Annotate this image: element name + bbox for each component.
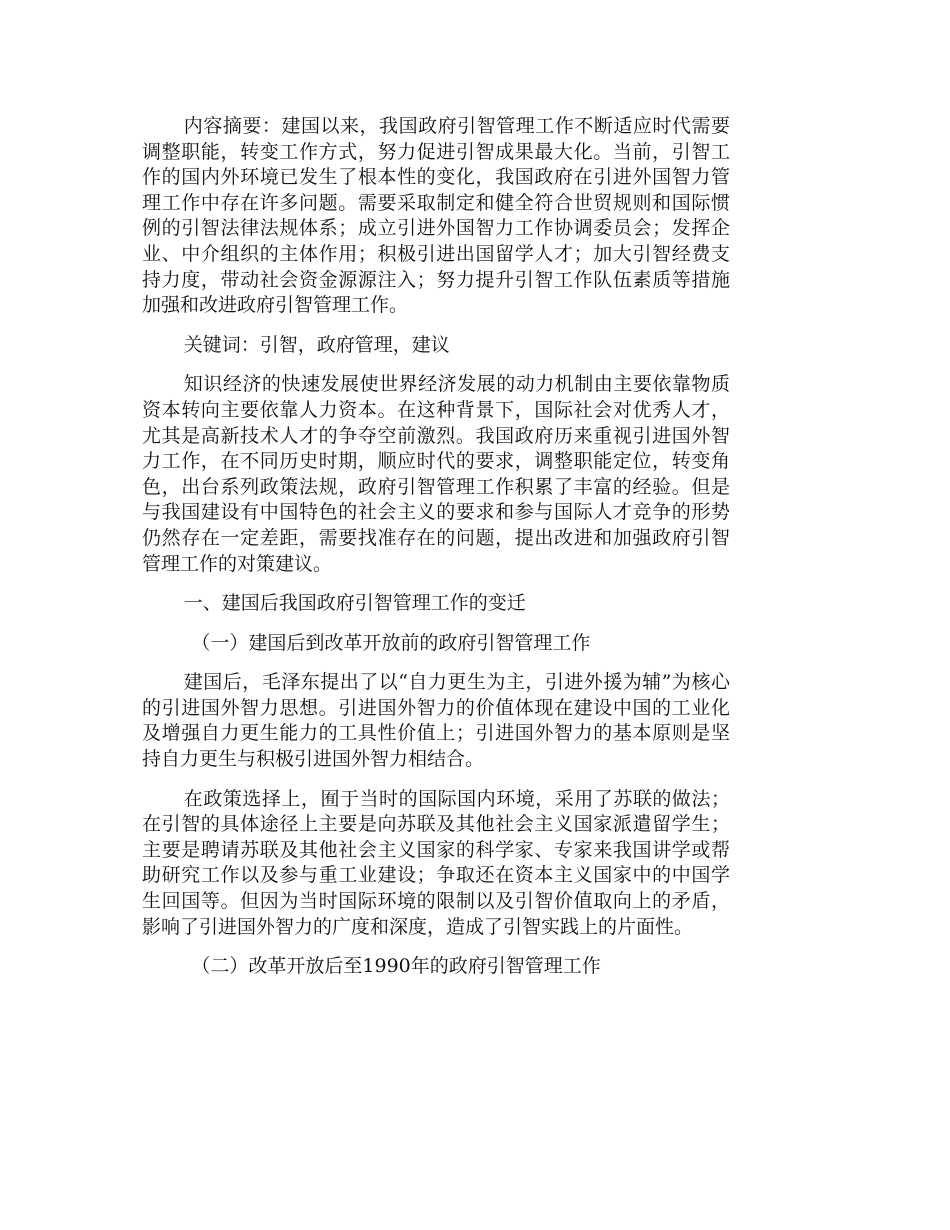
- subsection-1-paragraph-2: 在政策选择上，囿于当时的国际国内环境，采用了苏联的做法；在引智的具体途径上主要是向苏联及其他社会主义国家派遣留学生；主要是聘请苏联及其他社会主义国家的科学家、专家来我国讲学或帮助研究工作以及参与重工业建设；争取还在资本主义国家中的中国学生回国等。但因为当时国际环境的限制以及引智价值取向上的矛盾，影响了引进国外智力的广度和深度，造成了引智实践上的片面性。: [142, 787, 730, 938]
- subsection-heading-1: （一）建国后到改革开放前的政府引智管理工作: [191, 631, 591, 654]
- section-heading-1: 一、建国后我国政府引智管理工作的变迁: [183, 592, 526, 615]
- intro-paragraph: 知识经济的快速发展使世界经济发展的动力机制由主要依靠物质资本转向主要依靠人力资本。在这种背景下，国际社会对优秀人才，尤其是高新技术人才的争夺空前激烈。我国政府历来重视引进国外智力工作，在不同历史时期，顺应时代的要求，调整职能定位，转变角色，出台系列政策法规，政府引智管理工作积累了丰富的经验。但是与我国建设有中国特色的社会主义的要求和参与国际人才竞争的形势仍然存在一定差距，需要找准存在的问题，提出改进和加强政府引智管理工作的对策建议。: [142, 373, 730, 575]
- abstract-paragraph: 内容摘要：建国以来，我国政府引智管理工作不断适应时代需要调整职能，转变工作方式，努力促进引智成果最大化。当前，引智工作的国内外环境已发生了根本性的变化，我国政府在引进外国智力管理工作中存在许多问题。需要采取制定和健全符合世贸规则和国际惯例的引智法律法规体系；成立引进外国智力工作协调委员会；发挥企业、中介组织的主体作用；积极引进出国留学人才；加大引智经费支持力度，带动社会资金源源注入；努力提升引智工作队伍素质等措施加强和改进政府引智管理工作。: [142, 115, 730, 317]
- keywords-paragraph: 关键词：引智，政府管理，建议: [183, 333, 450, 356]
- subsection-1-paragraph-1: 建国后，毛泽东提出了以“自力更生为主，引进外援为辅”为核心的引进国外智力思想。引进国外智力的价值体现在建设中国的工业化及增强自力更生能力的工具性价值上；引进国外智力的基本原则是坚持自力更生与积极引进国外智力相结合。: [142, 671, 730, 771]
- subsection-heading-2: （二）改革开放后至1990年的政府引智管理工作: [191, 955, 601, 978]
- document-page: [142, 114, 730, 994]
